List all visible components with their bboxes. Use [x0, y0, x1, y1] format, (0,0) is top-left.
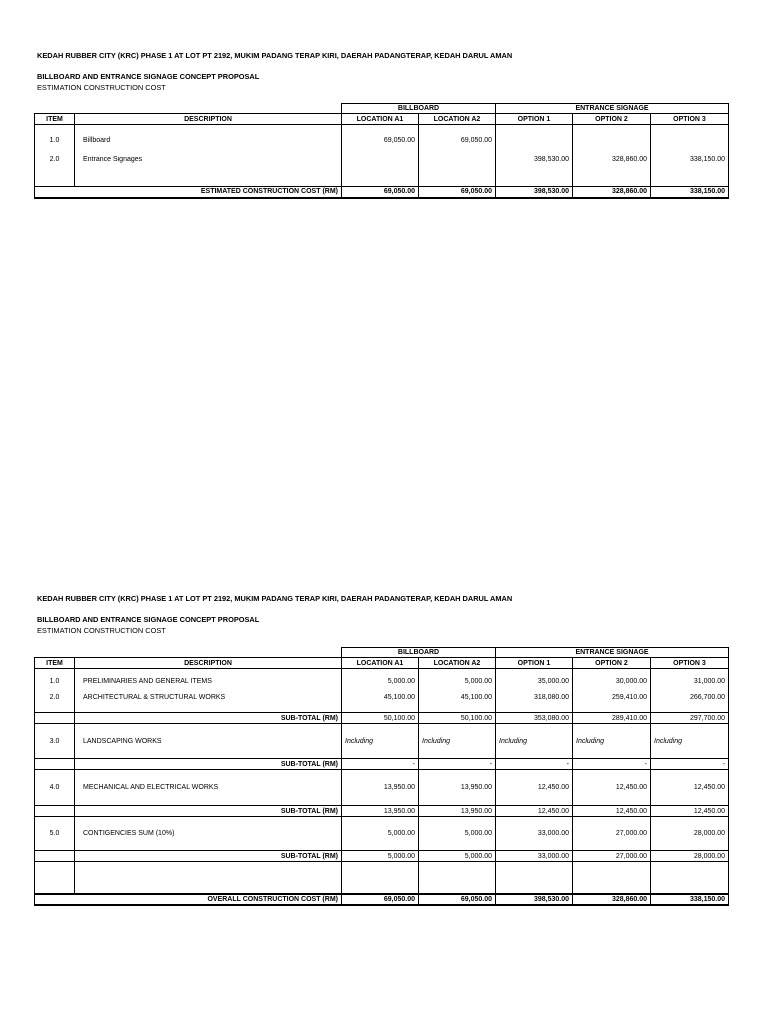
value-opt3: 12,450.00: [651, 770, 729, 806]
entrance-group-header: ENTRANCE SIGNAGE: [496, 104, 729, 114]
item-number: 5.0: [35, 817, 75, 851]
opt2-header: OPTION 2: [573, 114, 651, 125]
value-opt1: [496, 125, 573, 156]
subtotal-row: [35, 713, 729, 724]
table-row: [35, 669, 729, 694]
subtotal-opt1: -: [496, 759, 573, 770]
value-opt3: 31,000.00: [651, 669, 729, 694]
value-a2: 13,950.00: [419, 770, 496, 806]
opt3-header: OPTION 3: [651, 658, 729, 669]
loc-a2-header: LOCATION A2: [419, 114, 496, 125]
table-row: [35, 817, 729, 851]
subtotal-opt1: 353,080.00: [496, 713, 573, 724]
total-opt1: 398,530.00: [496, 187, 573, 198]
loc-a2-header: LOCATION A2: [419, 658, 496, 669]
subtotal-opt2: -: [573, 759, 651, 770]
value-a1: Including: [342, 724, 419, 759]
value-a1: 45,100.00: [342, 694, 419, 713]
total-a2: 69,050.00: [419, 187, 496, 198]
subtotal-label: SUB-TOTAL (RM): [75, 759, 342, 770]
value-opt3: 266,700.00: [651, 694, 729, 713]
subtotal-a1: 50,100.00: [342, 713, 419, 724]
opt2-header: OPTION 2: [573, 658, 651, 669]
item-description: MECHANICAL AND ELECTRICAL WORKS: [75, 770, 342, 806]
subtotal-opt2: 289,410.00: [573, 713, 651, 724]
item-number: 2.0: [35, 156, 75, 168]
item-description: LANDSCAPING WORKS: [75, 724, 342, 759]
table-row: [35, 770, 729, 806]
proposal-title: BILLBOARD AND ENTRANCE SIGNAGE CONCEPT PROPOSAL: [37, 615, 260, 624]
subtotal-opt3: 12,450.00: [651, 806, 729, 817]
subtotal-a2: 50,100.00: [419, 713, 496, 724]
value-a2: Including: [419, 724, 496, 759]
total-row: [35, 894, 729, 905]
subtotal-opt1: 12,450.00: [496, 806, 573, 817]
value-opt1: Including: [496, 724, 573, 759]
total-label: ESTIMATED CONSTRUCTION COST (RM): [35, 187, 342, 198]
value-opt2: [573, 125, 651, 156]
value-a2: 5,000.00: [419, 669, 496, 694]
value-opt2: 328,860.00: [573, 156, 651, 168]
value-opt1: 12,450.00: [496, 770, 573, 806]
item-description: ARCHITECTURAL & STRUCTURAL WORKS: [75, 694, 342, 713]
value-opt2: 27,000.00: [573, 817, 651, 851]
value-a1: 5,000.00: [342, 669, 419, 694]
opt1-header: OPTION 1: [496, 658, 573, 669]
value-opt3: 338,150.00: [651, 156, 729, 168]
total-opt3: 338,150.00: [651, 187, 729, 198]
proposal-title: BILLBOARD AND ENTRANCE SIGNAGE CONCEPT PROPOSAL: [37, 72, 260, 81]
subtotal-label: SUB-TOTAL (RM): [75, 851, 342, 862]
value-opt3: Including: [651, 724, 729, 759]
billboard-group-header: BILLBOARD: [342, 104, 496, 114]
value-a2: [419, 156, 496, 168]
value-a2: 5,000.00: [419, 817, 496, 851]
value-opt1: 35,000.00: [496, 669, 573, 694]
value-opt2: 12,450.00: [573, 770, 651, 806]
item-description: CONTIGENCIES SUM (10%): [75, 817, 342, 851]
detail-table: [34, 647, 729, 906]
entrance-group-header: ENTRANCE SIGNAGE: [496, 648, 729, 658]
value-a1: 5,000.00: [342, 817, 419, 851]
total-a1: 69,050.00: [342, 894, 419, 905]
value-opt2: 30,000.00: [573, 669, 651, 694]
item-number: 3.0: [35, 724, 75, 759]
subtotal-a2: 13,950.00: [419, 806, 496, 817]
value-a1: 69,050.00: [342, 125, 419, 156]
item-description: PRELIMINARIES AND GENERAL ITEMS: [75, 669, 342, 694]
subtotal-opt2: 12,450.00: [573, 806, 651, 817]
item-number: 2.0: [35, 694, 75, 713]
project-title: KEDAH RUBBER CITY (KRC) PHASE 1 AT LOT PT 2192, MUKIM PADANG TERAP KIRI, DAERAH PADANGTERAP, KEDAH DARUL AMAN: [37, 51, 513, 60]
value-opt3: 28,000.00: [651, 817, 729, 851]
item-number: 1.0: [35, 669, 75, 694]
description-header: DESCRIPTION: [75, 658, 342, 669]
subtotal-opt2: 27,000.00: [573, 851, 651, 862]
subtotal-a2: 5,000.00: [419, 851, 496, 862]
item-description: Billboard: [75, 125, 342, 156]
value-a1: 13,950.00: [342, 770, 419, 806]
subtotal-row: [35, 806, 729, 817]
subtotal-opt3: -: [651, 759, 729, 770]
value-opt1: 318,080.00: [496, 694, 573, 713]
spacer-row: [35, 862, 729, 894]
estimation-subtitle: ESTIMATION CONSTRUCTION COST: [37, 626, 166, 635]
total-opt2: 328,860.00: [573, 894, 651, 905]
value-a2: 45,100.00: [419, 694, 496, 713]
item-number: 4.0: [35, 770, 75, 806]
estimation-subtitle: ESTIMATION CONSTRUCTION COST: [37, 83, 166, 92]
value-opt1: 398,530.00: [496, 156, 573, 168]
loc-a1-header: LOCATION A1: [342, 658, 419, 669]
subtotal-a2: -: [419, 759, 496, 770]
opt3-header: OPTION 3: [651, 114, 729, 125]
loc-a1-header: LOCATION A1: [342, 114, 419, 125]
subtotal-row: [35, 759, 729, 770]
table-row: [35, 724, 729, 759]
item-header: ITEM: [35, 114, 75, 125]
value-opt2: Including: [573, 724, 651, 759]
item-header: ITEM: [35, 658, 75, 669]
column-header-row: [35, 658, 729, 669]
project-title: KEDAH RUBBER CITY (KRC) PHASE 1 AT LOT PT 2192, MUKIM PADANG TERAP KIRI, DAERAH PADANGTERAP, KEDAH DARUL AMAN: [37, 594, 513, 603]
total-a2: 69,050.00: [419, 894, 496, 905]
subtotal-opt3: 28,000.00: [651, 851, 729, 862]
subtotal-row: [35, 851, 729, 862]
total-label: OVERALL CONSTRUCTION COST (RM): [35, 894, 342, 905]
group-header-row: [35, 104, 729, 114]
table-row: [35, 694, 729, 713]
total-opt1: 398,530.00: [496, 894, 573, 905]
value-opt3: [651, 125, 729, 156]
value-opt1: 33,000.00: [496, 817, 573, 851]
description-header: DESCRIPTION: [75, 114, 342, 125]
billboard-group-header: BILLBOARD: [342, 648, 496, 658]
total-opt2: 328,860.00: [573, 187, 651, 198]
item-number: 1.0: [35, 125, 75, 156]
subtotal-a1: 13,950.00: [342, 806, 419, 817]
value-opt2: 259,410.00: [573, 694, 651, 713]
summary-table: [34, 103, 729, 199]
subtotal-opt3: 297,700.00: [651, 713, 729, 724]
item-description: Entrance Signages: [75, 156, 342, 168]
subtotal-opt1: 33,000.00: [496, 851, 573, 862]
value-a2: 69,050.00: [419, 125, 496, 156]
table-row: [35, 125, 729, 156]
table-row: [35, 156, 729, 168]
subtotal-label: SUB-TOTAL (RM): [75, 806, 342, 817]
opt1-header: OPTION 1: [496, 114, 573, 125]
subtotal-a1: 5,000.00: [342, 851, 419, 862]
subtotal-a1: -: [342, 759, 419, 770]
column-header-row: [35, 114, 729, 125]
value-a1: [342, 156, 419, 168]
total-a1: 69,050.00: [342, 187, 419, 198]
total-row: [35, 187, 729, 198]
total-opt3: 338,150.00: [651, 894, 729, 905]
group-header-row: [35, 648, 729, 658]
subtotal-label: SUB-TOTAL (RM): [75, 713, 342, 724]
spacer-row: [35, 168, 729, 187]
